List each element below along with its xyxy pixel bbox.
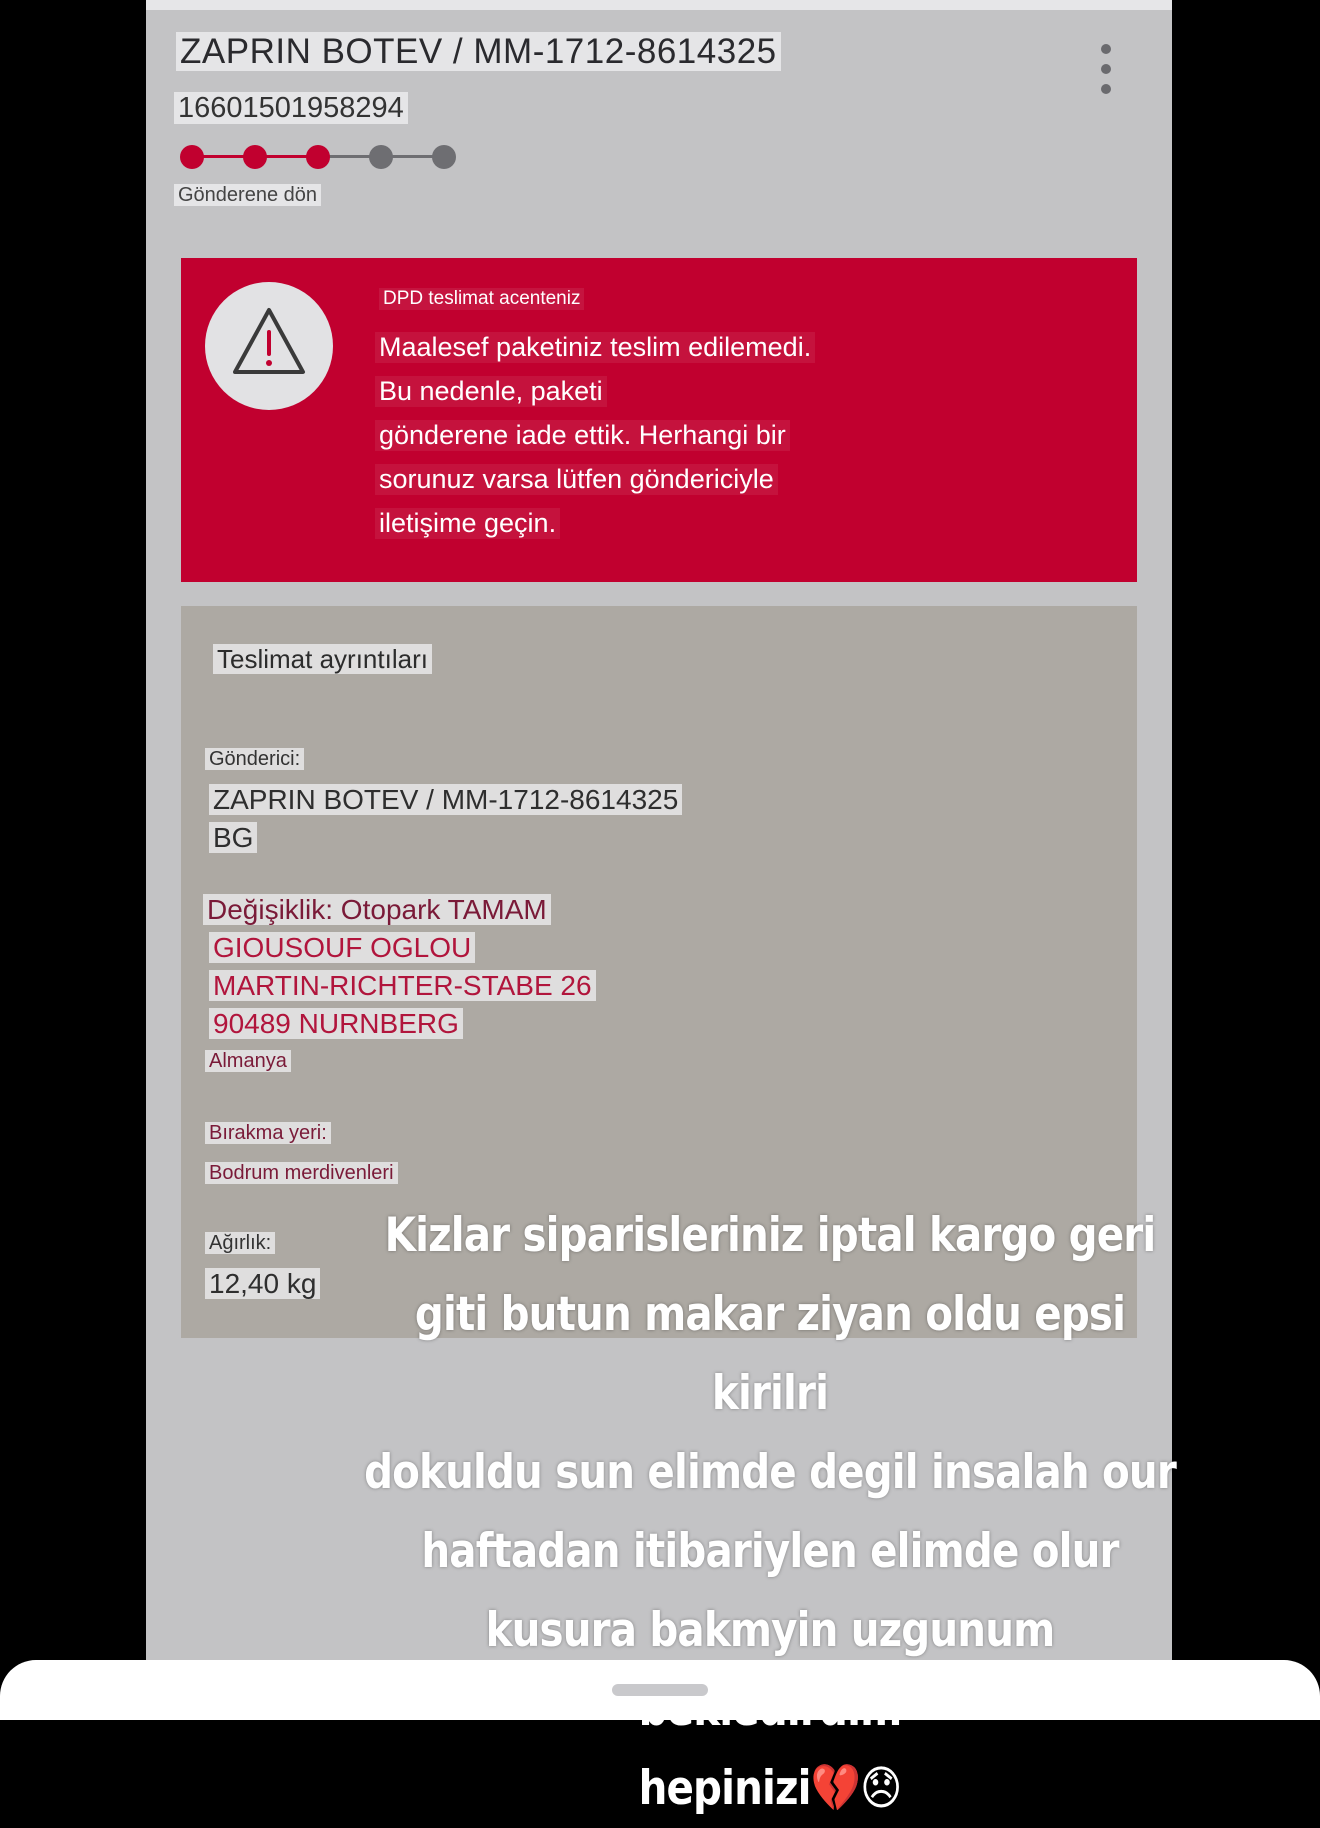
sender-label: Gönderici: [205, 748, 304, 771]
progress-step [369, 145, 393, 169]
weight-value: 12,40 kg [205, 1268, 320, 1300]
sender-name: ZAPRIN BOTEV / MM-1712-8614325 [209, 784, 682, 816]
alert-agent-label: DPD teslimat acenteniz [379, 288, 584, 310]
top-divider [146, 0, 1172, 10]
sender-country: BG [209, 822, 257, 854]
alert-message [375, 332, 935, 552]
dropoff-value: Bodrum merdivenleri [205, 1162, 398, 1185]
alert-line: gönderene iade ettik. Herhangi bir [375, 420, 790, 451]
alert-line: Bu nedenle, paketi [375, 376, 607, 407]
sheet-drag-handle[interactable] [612, 1684, 708, 1696]
alert-line: iletişime geçin. [375, 508, 560, 539]
weight-label: Ağırlık: [205, 1232, 275, 1255]
progress-tracker [180, 142, 460, 170]
recipient-street: MARTIN-RICHTER-STABE 26 [209, 970, 596, 1002]
delivery-alert-banner [181, 258, 1137, 582]
tracking-number: 16601501958294 [174, 92, 408, 125]
caption-line: dokuldu sun elimde degil insalah our [364, 1445, 1176, 1500]
alert-line: Maalesef paketiniz teslim edilemedi. [375, 332, 815, 363]
warning-circle [205, 282, 333, 410]
caption-line: Kizlar siparisleriniz iptal kargo geri [384, 1208, 1156, 1263]
shipment-title: ZAPRIN BOTEV / MM-1712-8614325 [176, 32, 781, 72]
dropoff-label: Bırakma yeri: [205, 1122, 331, 1145]
progress-step [243, 145, 267, 169]
more-options-icon[interactable] [1096, 44, 1116, 104]
story-caption [357, 1196, 1183, 1828]
progress-step [432, 145, 456, 169]
recipient-city: 90489 NURNBERG [209, 1008, 463, 1040]
status-label: Gönderene dön [174, 184, 321, 207]
caption-line: hepinizi💔😞 [638, 1761, 902, 1816]
caption-line: haftadan itibariylen elimde olur [421, 1524, 1119, 1579]
alert-line: sorunuz varsa lütfen göndericiyle [375, 464, 778, 495]
progress-step [306, 145, 330, 169]
caption-line: giti butun makar ziyan oldu epsi kirilri [414, 1287, 1126, 1421]
progress-step [180, 145, 204, 169]
change-label: Değişiklik: Otopark TAMAM [203, 894, 551, 926]
recipient-country: Almanya [205, 1050, 291, 1073]
details-heading: Teslimat ayrıntıları [213, 644, 432, 675]
caption-line: kusura bakmyin uzgunum [485, 1603, 1055, 1658]
warning-triangle-icon [229, 302, 309, 382]
recipient-name: GIOUSOUF OGLOU [209, 932, 475, 964]
